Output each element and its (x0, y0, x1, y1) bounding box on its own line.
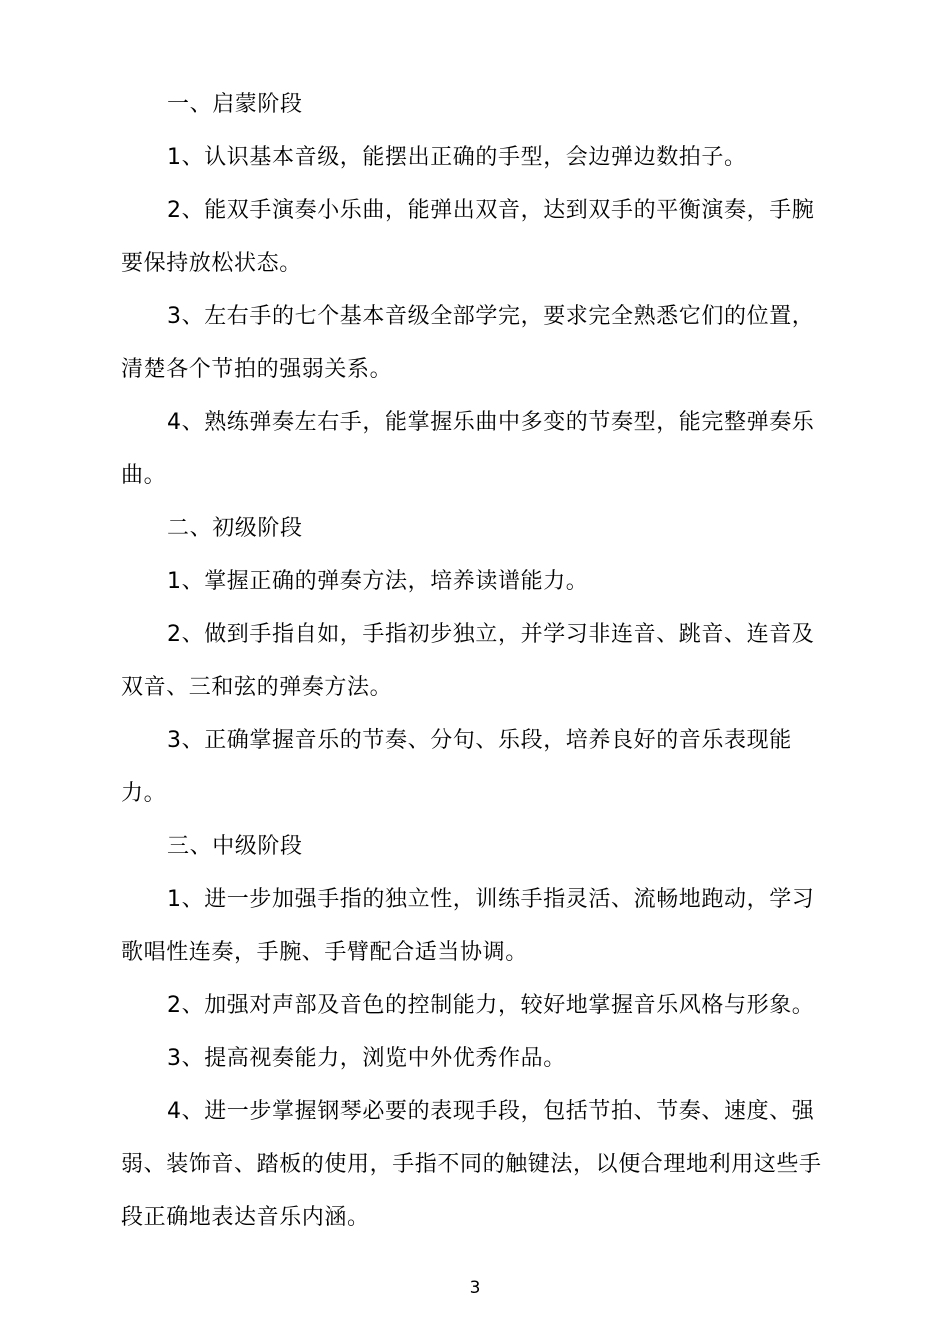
list-item: 2、做到手指自如，手指初步独立，并学习非连音、跳音、连音及双音、三和弦的弹奏方法。 (121, 622, 815, 700)
section-heading-3: 三、中级阶段 (167, 834, 303, 859)
list-item: 1、认识基本音级，能摆出正确的手型，会边弹边数拍子。 (167, 145, 747, 170)
document-body (121, 78, 831, 1244)
section-heading-1: 一、启蒙阶段 (167, 92, 303, 117)
page-number: 3 (469, 1278, 481, 1298)
list-item: 3、提高视奏能力，浏览中外优秀作品。 (167, 1046, 566, 1071)
list-item: 3、左右手的七个基本音级全部学完，要求完全熟悉它们的位置，清楚各个节拍的强弱关系。 (121, 304, 815, 382)
list-item: 3、正确掌握音乐的节奏、分句、乐段，培养良好的音乐表现能力。 (121, 728, 792, 806)
list-item: 1、掌握正确的弹奏方法，培养读谱能力。 (167, 569, 589, 594)
list-item: 2、加强对声部及音色的控制能力，较好地掌握音乐风格与形象。 (167, 993, 815, 1018)
list-item: 2、能双手演奏小乐曲，能弹出双音，达到双手的平衡演奏，手腕要保持放松状态。 (121, 198, 815, 276)
list-item: 4、进一步掌握钢琴必要的表现手段，包括节拍、节奏、速度、强弱、装饰音、踏板的使用，手指不同的触键法，以便合理地利用这些手段正确地表达音乐内涵。 (121, 1099, 822, 1230)
list-item: 1、进一步加强手指的独立性，训练手指灵活、流畅地跑动，学习歌唱性连奏，手腕、手臂配合适当协调。 (121, 887, 815, 965)
section-heading-2: 二、初级阶段 (167, 516, 303, 541)
list-item: 4、熟练弹奏左右手，能掌握乐曲中多变的节奏型，能完整弹奏乐曲。 (121, 410, 815, 488)
